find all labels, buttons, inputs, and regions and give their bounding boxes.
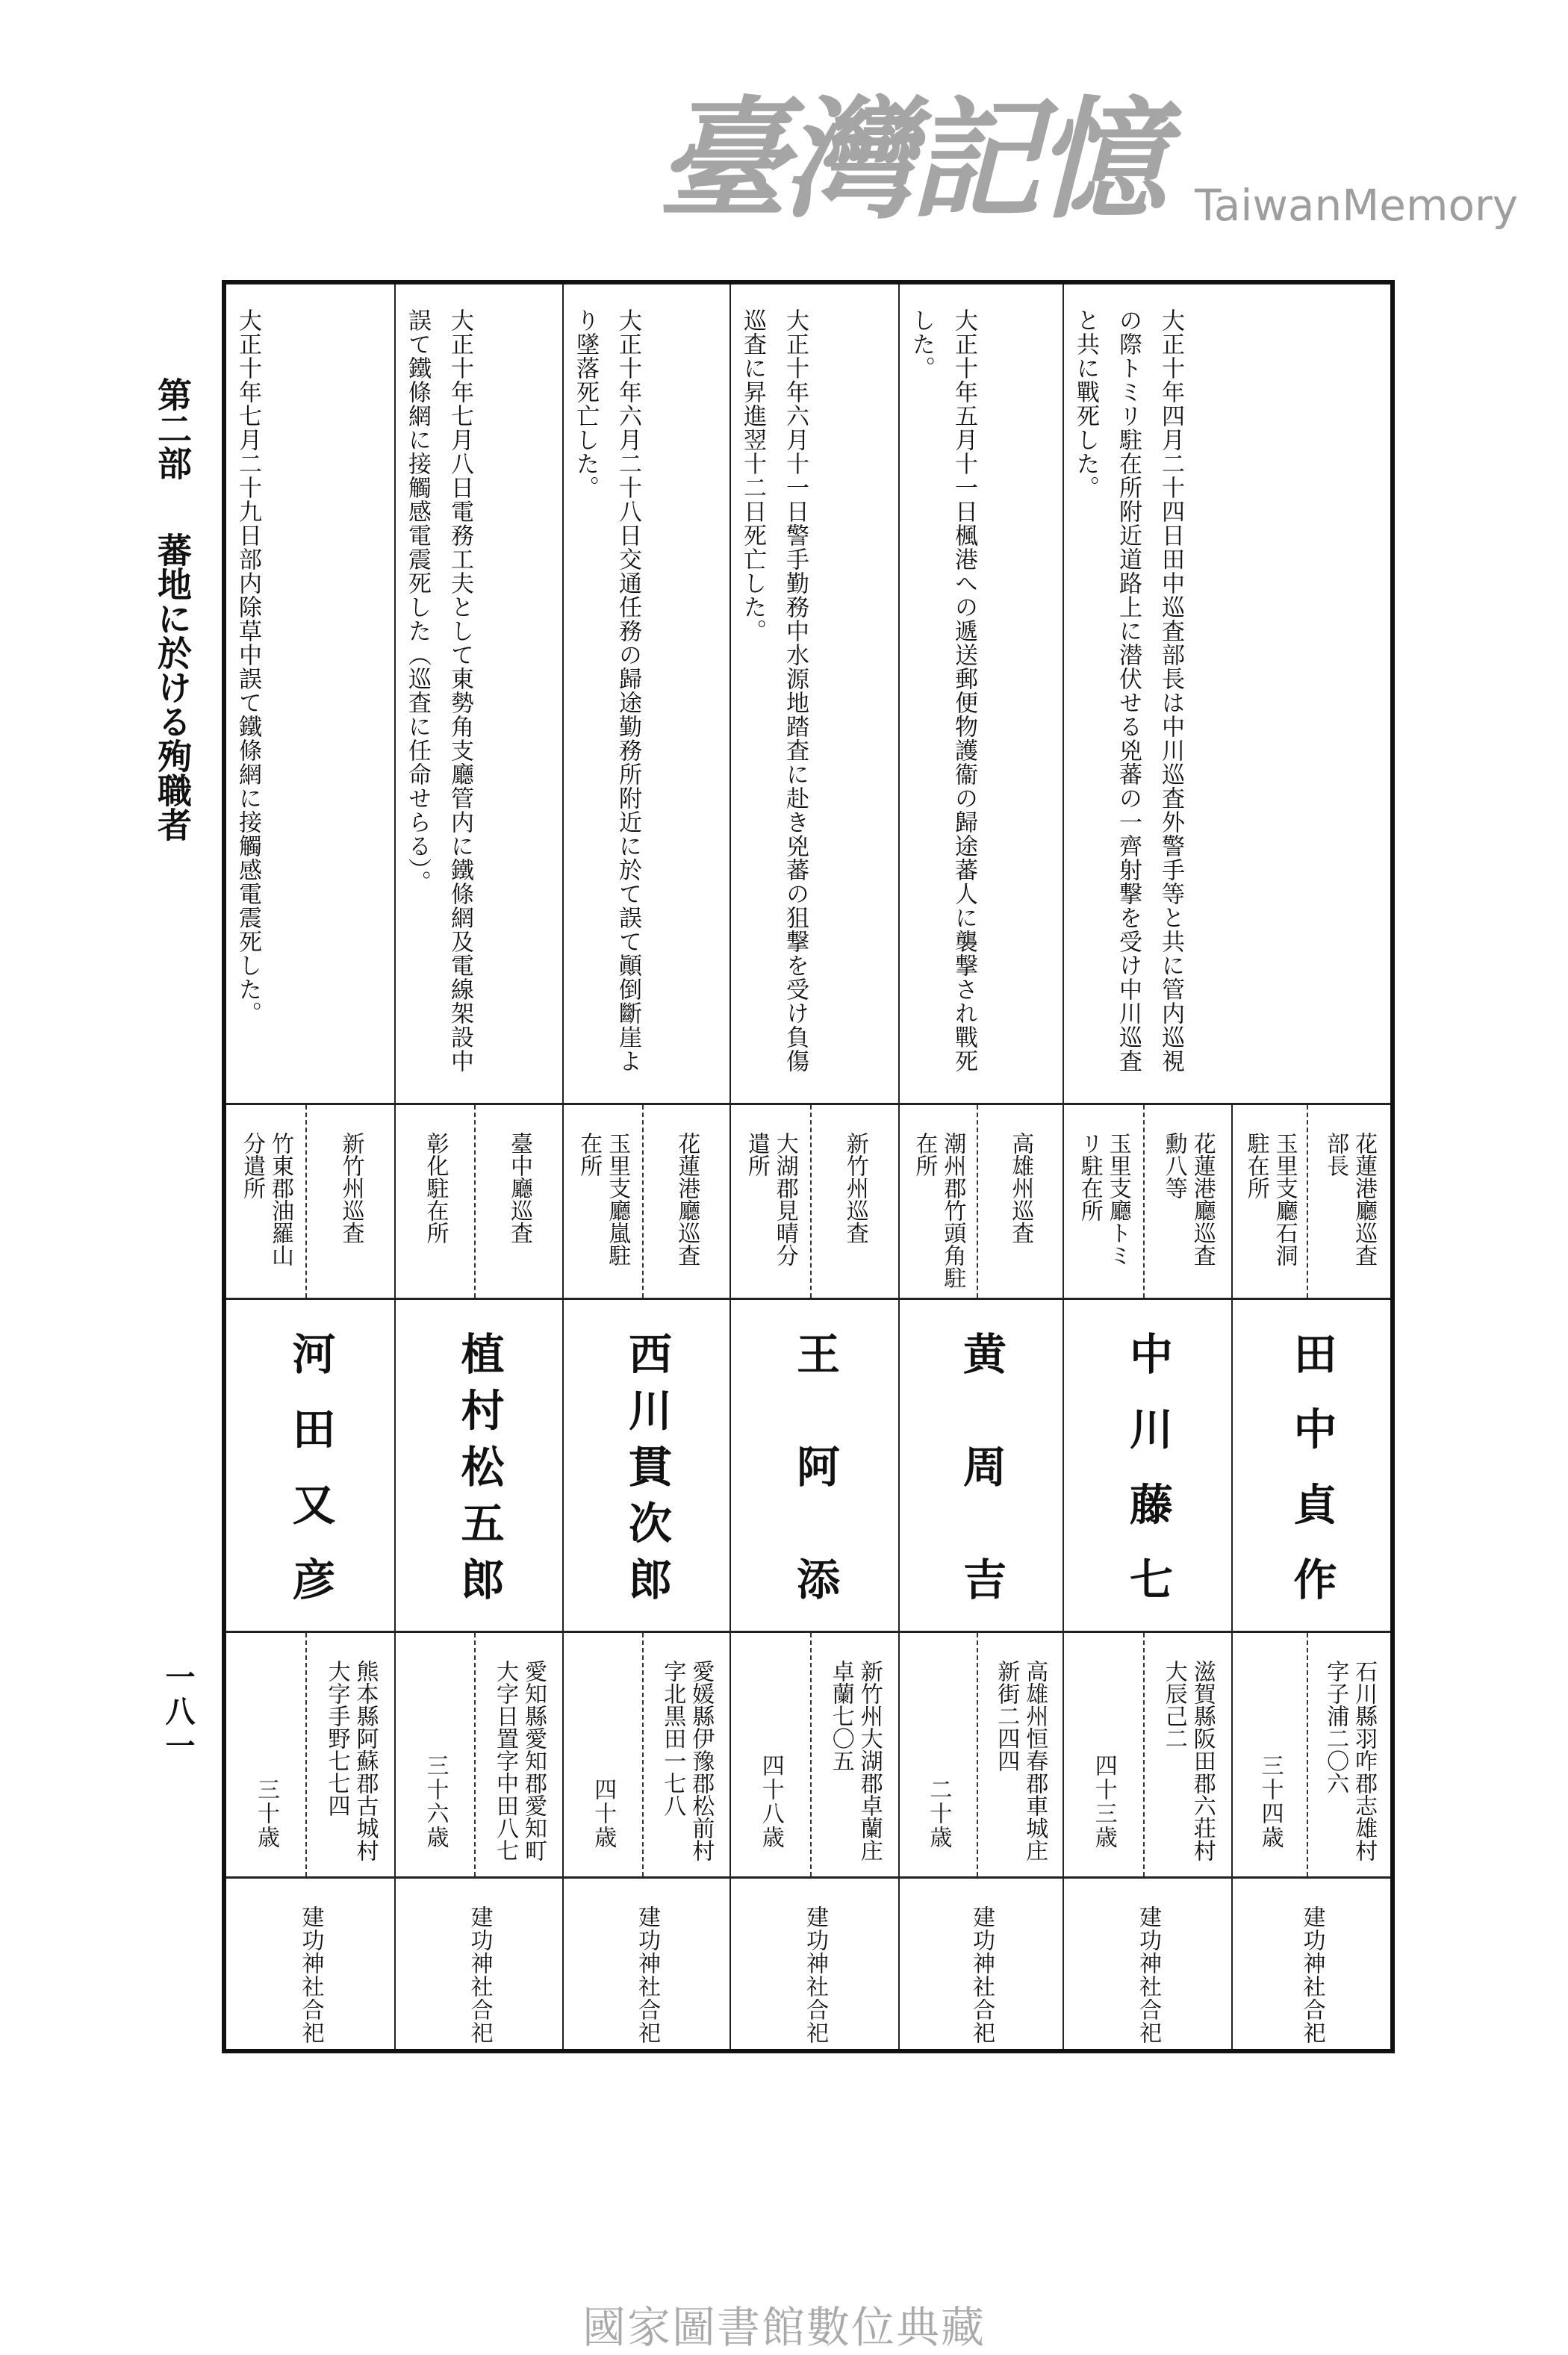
description-line: の際トミリ駐在所附近道路上に潜伏せる兇蕃の一齊射撃を受け中川巡査 <box>1115 308 1142 1073</box>
rank-text <box>337 1105 365 1298</box>
position-split <box>396 1105 562 1298</box>
description-text <box>564 284 690 1103</box>
enshrinement-text: 建功神社合祀 <box>297 1906 324 2044</box>
rank-line: 新竹州巡査 <box>841 1132 868 1244</box>
martyrs-table <box>222 280 1395 2053</box>
hometown-text <box>1321 1633 1378 1876</box>
rank-text <box>1160 1105 1216 1298</box>
rank-text <box>672 1105 700 1298</box>
hometown-line: 滋賀縣阪田郡六荘村 <box>1189 1660 1216 1861</box>
age-column <box>226 1633 307 1876</box>
rank-line: 新竹州巡査 <box>337 1132 364 1244</box>
page-number: 一八一 <box>161 1661 196 1764</box>
position-cell <box>1063 1103 1231 1298</box>
station-column <box>396 1105 476 1298</box>
description-cell <box>562 284 729 1103</box>
enshrinement-cell <box>729 1876 898 2049</box>
age-text: 四十三歳 <box>1090 1754 1117 1850</box>
enshrinement-text: 建功神社合祀 <box>968 1906 995 2044</box>
hometown-line: 大字手野七七四 <box>323 1660 350 1817</box>
hometown-line: 字北黒田一七八 <box>659 1660 686 1817</box>
description-line: 誤て鐵條網に接觸感電震死した（巡査に任命せらる）。 <box>404 308 431 895</box>
person-name: 河田又彦 <box>284 1331 336 1600</box>
hometown-line: 愛知縣愛知郡愛知町 <box>520 1660 547 1861</box>
description-text <box>900 284 1026 1103</box>
enshrinement-wrap <box>900 1879 1063 2049</box>
rank-column <box>307 1105 394 1298</box>
position-split <box>731 1105 898 1298</box>
enshrinement-cell <box>226 1876 394 2049</box>
age-text: 三十四歳 <box>1257 1754 1284 1850</box>
position-cell <box>562 1103 729 1298</box>
enshrinement-cell <box>562 1876 729 2049</box>
enshrinement-text: 建功神社合祀 <box>802 1906 828 2044</box>
rank-column <box>812 1105 898 1298</box>
position-cell <box>394 1103 562 1298</box>
name-wrap <box>226 1300 394 1631</box>
hometown-split <box>396 1633 562 1876</box>
station-line: 彰化駐在所 <box>422 1132 449 1244</box>
age-column <box>1064 1633 1145 1876</box>
station-line: 竹東郡油羅山 <box>267 1132 293 1266</box>
enshrinement-cell <box>1231 1876 1390 2049</box>
age-column <box>1233 1633 1308 1876</box>
enshrinement-text: 建功神社合祀 <box>466 1906 493 2044</box>
station-column <box>564 1105 644 1298</box>
description-line: 大正十年七月二十九日部内除草中誤て鐵條網に接觸感電震死した。 <box>234 308 261 1025</box>
station-column <box>226 1105 307 1298</box>
hometown-split <box>226 1633 394 1876</box>
station-line: 大湖郡見晴分 <box>771 1132 798 1266</box>
description-line: 大正十年五月十一日楓港への遞送郵便物護衞の歸途蕃人に襲撃され戰死 <box>951 308 977 1073</box>
position-cell <box>898 1103 1063 1298</box>
section-header <box>154 377 191 841</box>
position-cell <box>1231 1103 1390 1298</box>
station-text <box>237 1105 294 1298</box>
name-wrap <box>731 1300 898 1631</box>
age-column <box>564 1633 644 1876</box>
hometown-text <box>827 1633 883 1876</box>
hometown-text <box>658 1633 715 1876</box>
rank-column <box>1145 1105 1231 1298</box>
age-text: 三十六歳 <box>422 1754 449 1850</box>
description-line: 大正十年六月二十八日交通任務の歸途勤務所附近に於て誤て顚倒斷崖よ <box>615 308 641 1073</box>
station-line: 潮州郡竹頭角駐 <box>939 1132 966 1289</box>
station-line: 玉里支廳石洞 <box>1271 1132 1298 1266</box>
enshrinement-text: 建功神社合祀 <box>1135 1906 1161 2044</box>
station-line: 在所 <box>576 1132 603 1177</box>
rank-line: 勳八等 <box>1160 1132 1187 1199</box>
hometown-column <box>476 1633 562 1876</box>
rank-line: 部長 <box>1322 1132 1349 1177</box>
hometown-column <box>307 1633 394 1876</box>
description-cell <box>394 284 562 1103</box>
hometown-line: 高雄州恒春郡車城庄 <box>1021 1660 1048 1861</box>
rank-column <box>644 1105 729 1298</box>
description-line: と共に戰死した。 <box>1072 308 1099 500</box>
station-line: 玉里支廳トミ <box>1104 1132 1131 1266</box>
name-wrap <box>1233 1300 1390 1631</box>
hometown-line: 大辰己二 <box>1160 1660 1187 1749</box>
hometown-split <box>731 1633 898 1876</box>
age-text: 四十歳 <box>590 1778 617 1850</box>
rank-column <box>1308 1105 1390 1298</box>
name-wrap <box>900 1300 1063 1631</box>
position-split <box>1233 1105 1390 1298</box>
age-column <box>396 1633 476 1876</box>
rank-text <box>505 1105 533 1298</box>
description-cell <box>729 284 898 1103</box>
hometown-cell <box>729 1631 898 1876</box>
station-line: 遣所 <box>743 1132 770 1177</box>
station-column <box>900 1105 978 1298</box>
age-column <box>731 1633 812 1876</box>
hometown-split <box>900 1633 1063 1876</box>
hometown-cell <box>226 1631 394 1876</box>
hometown-line: 字子浦二〇六 <box>1322 1660 1349 1794</box>
enshrinement-wrap <box>1233 1879 1390 2049</box>
hometown-cell <box>394 1631 562 1876</box>
hometown-line: 新竹州大湖郡卓蘭庄 <box>856 1660 883 1861</box>
hometown-line: 新街二四四 <box>993 1660 1020 1772</box>
name-cell <box>394 1298 562 1631</box>
station-column <box>1064 1105 1145 1298</box>
position-split <box>900 1105 1063 1298</box>
hometown-line: 大字日置字中田八七 <box>492 1660 518 1861</box>
person-name: 王阿添 <box>789 1331 840 1600</box>
description-text <box>731 284 857 1103</box>
description-text <box>396 284 522 1103</box>
station-text <box>574 1105 631 1298</box>
rank-column <box>978 1105 1063 1298</box>
enshrinement-wrap <box>226 1879 394 2049</box>
hometown-line: 卓蘭七〇五 <box>827 1660 854 1772</box>
description-cell <box>1063 284 1390 1103</box>
enshrinement-cell <box>898 1876 1063 2049</box>
person-name: 黄周吉 <box>956 1331 1007 1600</box>
rank-line: 高雄州巡査 <box>1007 1132 1034 1244</box>
age-column <box>900 1633 978 1876</box>
hometown-text <box>1160 1633 1216 1876</box>
name-cell <box>226 1298 394 1631</box>
hometown-text <box>491 1633 547 1876</box>
station-text <box>909 1105 966 1298</box>
hometown-column <box>1308 1633 1390 1876</box>
station-text <box>421 1105 449 1298</box>
hometown-split <box>564 1633 729 1876</box>
name-cell <box>1063 1298 1231 1631</box>
station-line: リ駐在所 <box>1076 1132 1103 1222</box>
description-cell <box>898 284 1063 1103</box>
person-name: 植村松五郎 <box>453 1331 505 1600</box>
person-name: 田中貞作 <box>1286 1331 1337 1600</box>
station-text <box>742 1105 799 1298</box>
enshrinement-text: 建功神社合祀 <box>634 1906 660 2044</box>
person-name: 西川貫次郎 <box>621 1331 672 1600</box>
enshrinement-text: 建功神社合祀 <box>1298 1906 1325 2044</box>
name-wrap <box>1064 1300 1231 1631</box>
enshrinement-cell <box>394 1876 562 2049</box>
rank-line: 花蓮港廳巡査 <box>1189 1132 1216 1266</box>
position-split <box>226 1105 394 1298</box>
enshrinement-cell <box>1063 1876 1231 2049</box>
station-line: 玉里支廳嵐駐 <box>604 1132 631 1266</box>
station-line: 分遣所 <box>239 1132 265 1199</box>
station-line: 在所 <box>911 1132 938 1177</box>
hometown-cell <box>1231 1631 1390 1876</box>
hometown-cell <box>562 1631 729 1876</box>
position-split <box>1064 1105 1231 1298</box>
footer-credit: 國家圖書館數位典藏 <box>582 2302 986 2353</box>
description-text <box>1064 284 1296 1103</box>
station-column <box>1233 1105 1308 1298</box>
rank-text <box>1321 1105 1378 1298</box>
description-line: 大正十年六月十一日警手勤務中水源地踏査に赴き兇蕃の狙撃を受け負傷 <box>782 308 809 1073</box>
hometown-column <box>644 1633 729 1876</box>
age-text: 四十八歳 <box>757 1754 784 1850</box>
hometown-column <box>812 1633 898 1876</box>
hometown-cell <box>1063 1631 1231 1876</box>
enshrinement-wrap <box>731 1879 898 2049</box>
person-name: 中川藤七 <box>1122 1331 1173 1600</box>
station-text <box>1242 1105 1298 1298</box>
enshrinement-wrap <box>396 1879 562 2049</box>
name-wrap <box>396 1300 562 1631</box>
rank-text <box>1006 1105 1034 1298</box>
hometown-cell <box>898 1631 1063 1876</box>
name-cell <box>1231 1298 1390 1631</box>
description-line: 巡査に昇進翌十二日死亡した。 <box>739 308 766 643</box>
description-line: した。 <box>908 308 935 380</box>
enshrinement-wrap <box>1064 1879 1231 2049</box>
hometown-text <box>992 1633 1048 1876</box>
hometown-column <box>978 1633 1063 1876</box>
enshrinement-wrap <box>564 1879 729 2049</box>
hometown-column <box>1145 1633 1231 1876</box>
rank-text <box>841 1105 869 1298</box>
station-text <box>1075 1105 1132 1298</box>
watermark-logo: 臺灣記憶 <box>657 84 1162 237</box>
name-cell <box>898 1298 1063 1631</box>
rank-line: 花蓮港廳巡査 <box>673 1132 700 1266</box>
section-number: 第二部 <box>152 377 193 480</box>
description-line: 大正十年四月二十四日田中巡査部長は中川巡査外警手等と共に管内巡視 <box>1157 308 1184 1073</box>
rank-column <box>476 1105 562 1298</box>
description-cell <box>226 284 394 1103</box>
hometown-text <box>323 1633 379 1876</box>
rank-line: 臺中廳巡査 <box>506 1132 532 1244</box>
position-cell <box>226 1103 394 1298</box>
rank-line: 花蓮港廳巡査 <box>1351 1132 1378 1266</box>
position-split <box>564 1105 729 1298</box>
hometown-split <box>1064 1633 1231 1876</box>
name-cell <box>729 1298 898 1631</box>
description-line: 大正十年七月八日電務工夫として東勢角支廳管内に鐵條網及電線架設中 <box>447 308 473 1073</box>
hometown-split <box>1233 1633 1390 1876</box>
hometown-line: 熊本縣阿蘇郡古城村 <box>352 1660 379 1861</box>
age-text: 三十歳 <box>253 1778 279 1850</box>
watermark-text: TaiwanMemory <box>1195 180 1519 231</box>
name-wrap <box>564 1300 729 1631</box>
age-text: 二十歳 <box>925 1778 952 1850</box>
station-column <box>731 1105 812 1298</box>
position-cell <box>729 1103 898 1298</box>
description-line: り墜落死亡した。 <box>572 308 599 500</box>
section-title: 蕃地に於ける殉職者 <box>152 532 193 841</box>
hometown-line: 愛媛縣伊豫郡松前村 <box>688 1660 715 1861</box>
description-text <box>226 284 310 1103</box>
name-cell <box>562 1298 729 1631</box>
hometown-line: 石川縣羽咋郡志雄村 <box>1351 1660 1378 1861</box>
station-line: 駐在所 <box>1242 1132 1269 1199</box>
